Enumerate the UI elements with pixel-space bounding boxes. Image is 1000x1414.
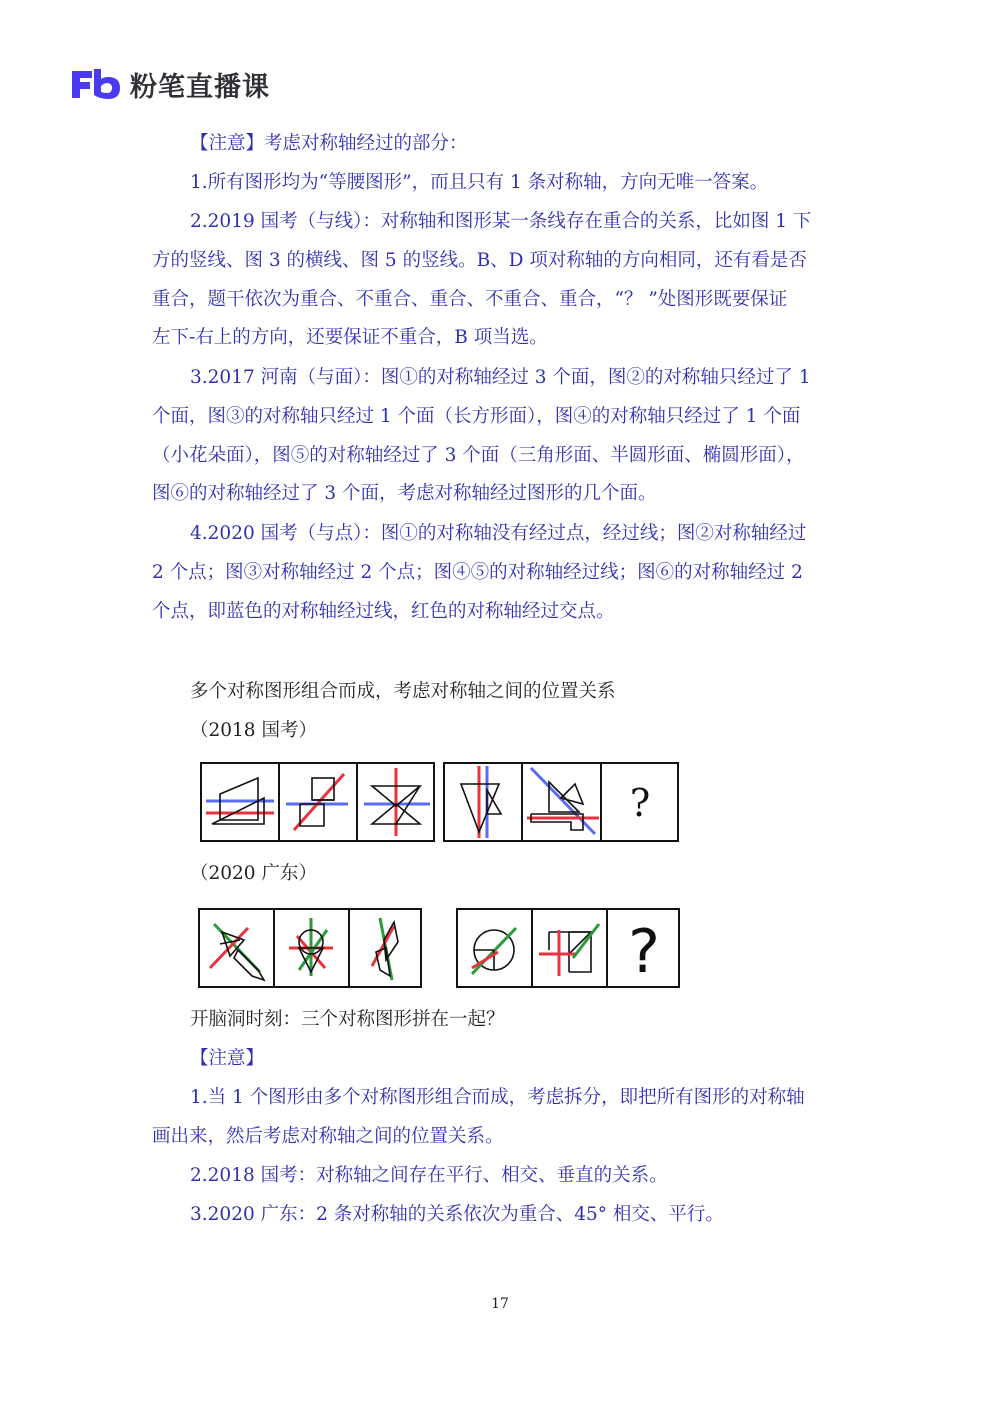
figure-group-left [198, 908, 422, 988]
paragraph-line: 2.2019 国考（与线）：对称轴和图形某一条线存在重合的关系，比如图 1 下 [190, 211, 812, 232]
paragraph-line: 画出来，然后考虑对称轴之间的位置关系。 [152, 1126, 504, 1147]
paragraph-line: 2 个点；图③对称轴经过 2 个点；图④⑤的对称轴经过线；图⑥的对称轴经过 2 [152, 562, 803, 583]
figure-group-right [456, 908, 680, 988]
note-title: 【注意】考虑对称轴经过的部分： [190, 133, 468, 154]
question-mark: ? [629, 781, 651, 825]
figure-cell [458, 910, 533, 986]
paragraph-line: （小花朵面），图⑤的对称轴经过了 3 个面（三角形面、半圆形面、椭圆形面）， [152, 445, 805, 466]
page-number: 17 [491, 1296, 509, 1312]
logo-text: 粉笔直播课 [130, 71, 270, 103]
paragraph-line: 2.2018 国考：对称轴之间存在平行、相交、垂直的关系。 [190, 1165, 668, 1186]
question-source-label: （2020 广东） [190, 863, 317, 884]
fb-logo-icon [70, 67, 122, 101]
paragraph-line: 图⑥的对称轴经过了 3 个面，考虑对称轴经过图形的几个面。 [152, 483, 657, 504]
paragraph-line: 4.2020 国考（与点）：图①的对称轴没有经过点，经过线；图②对称轴经过 [190, 523, 807, 544]
question-mark: ? [628, 917, 660, 986]
figure-cell [275, 910, 350, 986]
figure-cell [280, 764, 358, 840]
paragraph-line: 个面，图③的对称轴只经过 1 个面（长方形面），图④的对称轴只经过了 1 个面 [152, 406, 801, 427]
section-heading: 多个对称图形组合而成，考虑对称轴之间的位置关系 [190, 681, 616, 702]
paragraph-line: 方的竖线、图 3 的横线、图 5 的竖线。B、D 项对称轴的方向相同，还有看是否 [152, 250, 807, 271]
paragraph-line: 个点，即蓝色的对称轴经过线，红色的对称轴经过交点。 [152, 601, 615, 622]
figure-cell-question [602, 764, 679, 840]
figure-cell [358, 764, 435, 840]
figure-cell [202, 764, 280, 840]
note-title: 【注意】 [190, 1048, 265, 1069]
question-source-label: （2018 国考） [190, 720, 317, 741]
paragraph-line: 1.所有图形均为“等腰图形”，而且只有 1 条对称轴，方向无唯一答案。 [190, 172, 769, 193]
figure-cell [445, 764, 523, 840]
figure-cell [350, 910, 422, 986]
paragraph-line: 3.2017 河南（与面）：图①的对称轴经过 3 个面，图②的对称轴只经过了 1 [190, 367, 811, 388]
figure-cell-question [608, 910, 680, 986]
paragraph-line: 左下-右上的方向，还要保证不重合，B 项当选。 [152, 327, 548, 348]
paragraph-line: 3.2020 广东：2 条对称轴的关系依次为重合、45° 相交、平行。 [190, 1204, 724, 1225]
figure-cell [200, 910, 275, 986]
figure-cell [533, 910, 608, 986]
figure-group-left [200, 762, 435, 842]
figure-group-right [443, 762, 679, 842]
brain-teaser: 开脑洞时刻：三个对称图形拼在一起？ [190, 1009, 505, 1030]
figure-cell [523, 764, 602, 840]
paragraph-line: 重合，题干依次为重合、不重合、重合、不重合、重合，“？ ”处图形既要保证 [152, 289, 788, 310]
paragraph-line: 1.当 1 个图形由多个对称图形组合而成，考虑拆分，即把所有图形的对称轴 [190, 1087, 805, 1108]
brand-logo [70, 64, 270, 104]
